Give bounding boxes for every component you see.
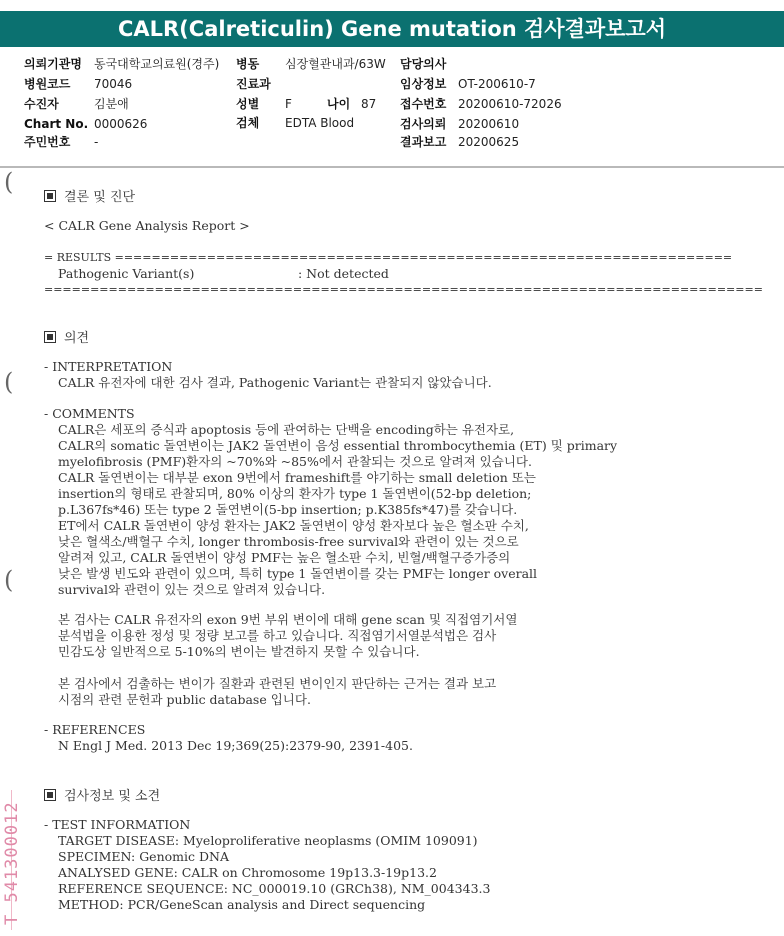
square-bullet-icon (44, 190, 56, 202)
info-label: 병원코드 (24, 77, 71, 91)
results-header: = RESULTS =================================================================== (44, 251, 733, 264)
info-label: 검사의뢰 (400, 117, 447, 131)
method-line: 분석법을 이용한 정성 및 정량 보고를 하고 있습니다. 직접염기서열분석법은 검사 (58, 628, 497, 643)
info-clinical (400, 76, 536, 92)
comments-label: - COMMENTS (44, 406, 135, 421)
info-age (327, 96, 377, 112)
binder-hole-mark: ( (4, 168, 14, 196)
info-chart-no (24, 116, 148, 132)
comment-line: ET에서 CALR 돌연변이 양성 환자는 JAK2 돌연변이 양성 환자보다 높은 혈소판 수치, (58, 518, 529, 533)
info-label: 병동 (236, 57, 260, 71)
info-label: 진료과 (236, 77, 271, 91)
info-value: 87 (361, 97, 377, 111)
section-heading-conclusion (44, 186, 135, 205)
square-bullet-icon (44, 331, 56, 343)
info-label: 결과보고 (400, 135, 447, 149)
info-physician (400, 56, 446, 72)
info-value: F (285, 97, 292, 111)
binder-hole-mark: ( (4, 368, 14, 396)
info-label: 수진자 (24, 97, 59, 111)
info-institution (24, 56, 220, 72)
comment-line: CALR의 somatic 돌연변이는 JAK2 돌연변이 음성 essential thrombocythemia (ET) 및 primary (58, 438, 618, 453)
info-label: 검체 (236, 116, 260, 130)
report-subtitle: < CALR Gene Analysis Report > (44, 218, 250, 233)
info-value: 심장혈관내과/63W (285, 57, 386, 71)
info-patient (24, 96, 129, 112)
info-label: Chart No. (24, 117, 89, 131)
info-value: 20200625 (458, 135, 520, 149)
info-receipt-no (400, 96, 562, 112)
method-line: 본 검사는 CALR 유전자의 exon 9번 부위 변이에 대해 gene scan 및 직접염기서열 (58, 612, 518, 627)
limit-line: 본 검사에서 검출하는 변이가 질환과 관련된 변이인지 판단하는 근거는 결과 보고 (58, 676, 497, 691)
testinfo-line: ANALYSED GENE: CALR on Chromosome 19p13.3-19p13.2 (58, 865, 437, 880)
info-value: - (94, 135, 99, 149)
section-heading-opinion (44, 327, 89, 346)
comment-line: 낮은 발생 빈도와 관련이 있으며, 특히 type 1 돌연변이를 갖는 PMF는 longer overall (58, 566, 538, 581)
info-request-date (400, 116, 520, 132)
testinfo-line: REFERENCE SEQUENCE: NC_000019.10 (GRCh38), NM_004343.3 (58, 881, 491, 896)
method-line: 민감도상 일반적으로 5-10%의 변이는 발견하지 못할 수 있습니다. (58, 644, 420, 659)
binder-hole-mark: ( (4, 566, 14, 594)
info-sex (236, 96, 292, 112)
info-label: 접수번호 (400, 97, 447, 111)
testinfo-line: TARGET DISEASE: Myeloproliferative neoplasms (OMIM 109091) (58, 833, 478, 848)
info-ward (236, 56, 386, 72)
info-value: 동국대학교의료원(경주) (94, 57, 220, 71)
info-report-date (400, 134, 520, 150)
comment-line: myelofibrosis (PMF)환자의 ~70%와 ~85%에서 관찰되는 것으로 알려져 있습니다. (58, 454, 532, 469)
comment-line: p.L367fs*46) 또는 type 2 돌연변이(5-bp insertion; p.K385fs*47)를 갖습니다. (58, 502, 518, 517)
section-heading-testinfo (44, 785, 160, 804)
info-value: 20200610-72026 (458, 97, 562, 111)
info-label: 성별 (236, 97, 260, 111)
report-title: CALR(Calreticulin) Gene mutation 검사결과보고서 (117, 17, 667, 41)
limit-line: 시점의 관련 문헌과 public database 입니다. (58, 692, 311, 707)
comment-line: 낮은 혈색소/백혈구 수치, longer thrombosis-free survival와 관련이 있는 것으로 (58, 534, 519, 549)
comment-line: CALR 돌연변이는 대부분 exon 9번에서 frameshift를 야기하는 small deletion 또는 (58, 470, 536, 485)
references-label: - REFERENCES (44, 722, 146, 737)
report-title-bar (0, 11, 784, 47)
info-label: 의뢰기관명 (24, 57, 82, 71)
testinfo-label: - TEST INFORMATION (44, 817, 191, 832)
square-bullet-icon (44, 789, 56, 801)
section-heading-text: 의견 (64, 331, 90, 346)
variant-value: : Not detected (298, 266, 389, 281)
info-value: OT-200610-7 (458, 77, 536, 91)
info-department (236, 76, 271, 92)
section-heading-text: 검사정보 및 소견 (64, 789, 161, 804)
info-label: 임상정보 (400, 77, 447, 91)
info-value: 김분애 (94, 97, 129, 111)
comment-line: CALR은 세포의 증식과 apoptosis 등에 관여하는 단백을 encoding하는 유전자로, (58, 422, 515, 437)
results-footer: ============================================================================== (44, 283, 763, 296)
testinfo-line: METHOD: PCR/GeneScan analysis and Direct sequencing (58, 897, 426, 912)
comment-line: 알려져 있고, CALR 돌연변이 양성 PMF는 높은 혈소판 수치, 빈혈/백혈구증가증의 (58, 550, 511, 565)
info-resident-no (24, 134, 99, 150)
info-hospital-code (24, 76, 133, 92)
info-value: 20200610 (458, 117, 520, 131)
info-value: 0000626 (94, 117, 148, 131)
section-heading-text: 결론 및 진단 (64, 190, 136, 205)
info-label: 담당의사 (400, 57, 447, 71)
testinfo-line: SPECIMEN: Genomic DNA (58, 849, 229, 864)
info-specimen (236, 115, 355, 131)
info-value: 70046 (94, 77, 133, 91)
comment-line: survival와 관련이 있는 것으로 알려져 있습니다. (58, 582, 326, 597)
references-text: N Engl J Med. 2013 Dec 19;369(25):2379-90, 2391-405. (58, 738, 413, 753)
info-label: 주민번호 (24, 135, 71, 149)
header-divider (0, 166, 784, 168)
info-value: EDTA Blood (285, 116, 355, 130)
stamp-number: T 541300012 (2, 801, 22, 925)
info-label: 나이 (327, 97, 351, 111)
variant-label: Pathogenic Variant(s) (58, 266, 195, 281)
comment-line: insertion의 형태로 관찰되며, 80% 이상의 환자가 type 1 돌연변이(52-bp deletion; (58, 486, 532, 501)
interpretation-text: CALR 유전자에 대한 검사 결과, Pathogenic Variant는 관찰되지 않았습니다. (58, 375, 492, 390)
interpretation-label: - INTERPRETATION (44, 359, 173, 374)
